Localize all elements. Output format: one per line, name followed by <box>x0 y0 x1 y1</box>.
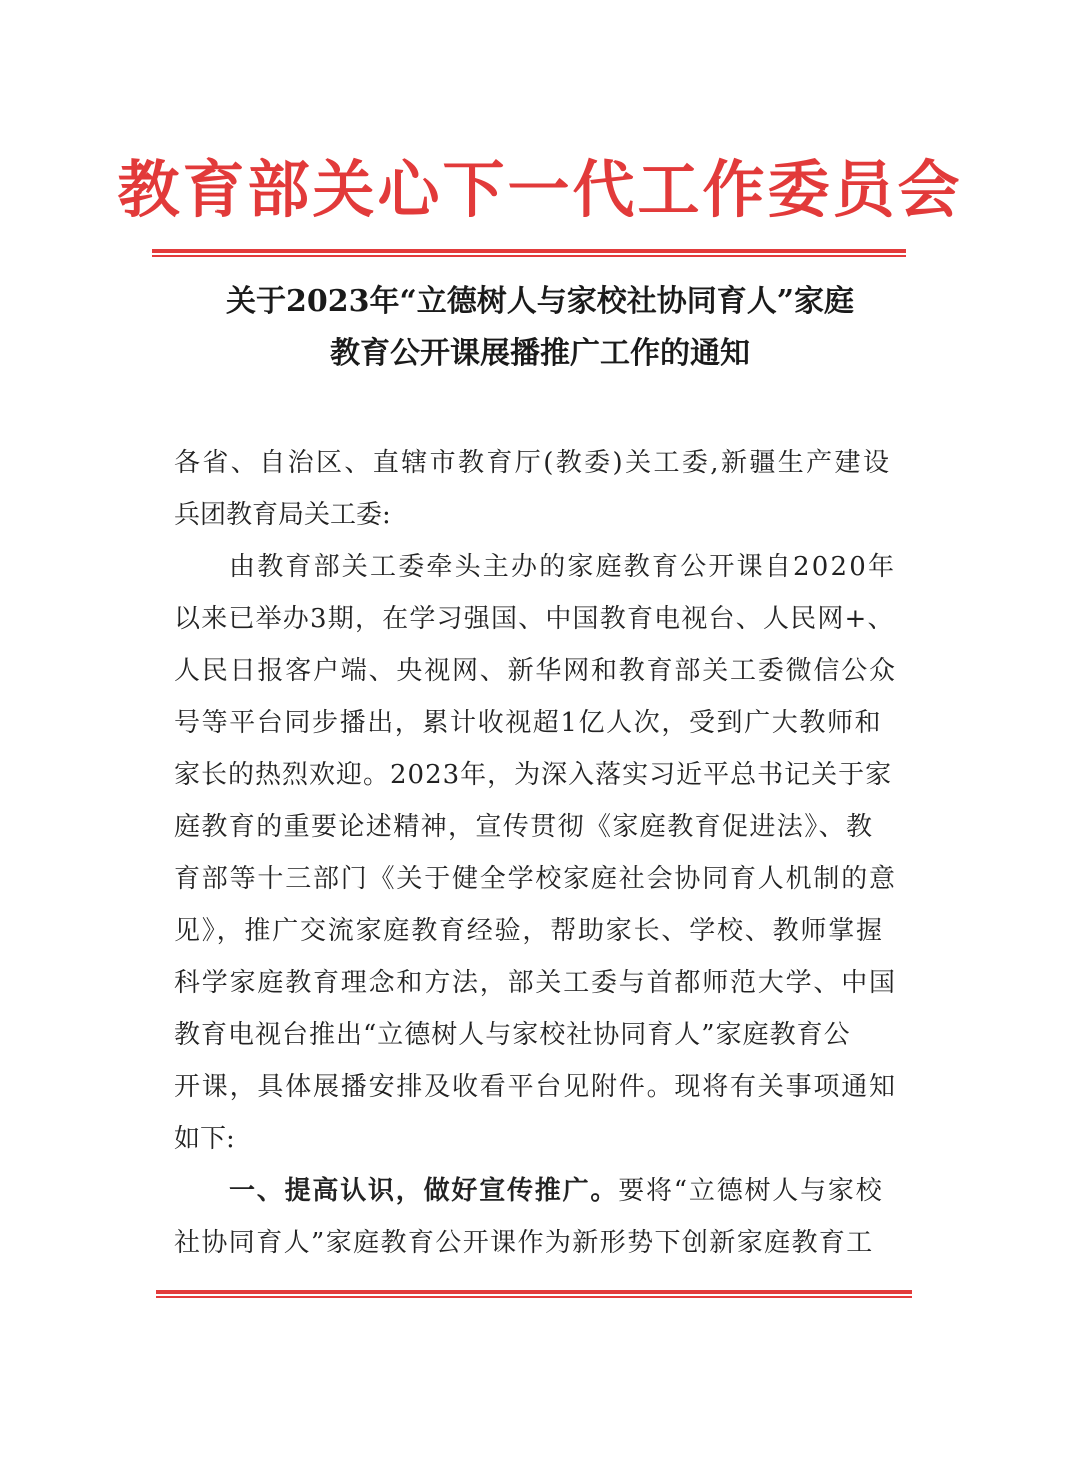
notice-title-line-2: 教育公开课展播推广工作的通知 <box>330 336 750 371</box>
body-line: 人民日报客户端、央视网、新华网和教育部关工委微信公众 <box>174 656 897 686</box>
body-line: 各省、自治区、直辖市教育厅(教委)关工委,新疆生产建设 <box>174 448 892 478</box>
body-line: 开课，具体展播安排及收看平台见附件。现将有关事项通知 <box>174 1072 897 1102</box>
section-1-first-line <box>229 1175 884 1207</box>
body-line: 以来已举办3期，在学习强国、中国教育电视台、人民网+、 <box>174 604 895 634</box>
body-line: 科学家庭教育理念和方法，部关工委与首都师范大学、中国 <box>174 968 897 998</box>
footer-divider <box>156 1290 912 1298</box>
body-line: 见》，推广交流家庭教育经验，帮助家长、学校、教师掌握 <box>174 916 884 946</box>
section-1-text: 要将“立德树人与家校 <box>618 1176 884 1206</box>
body-line: 育部等十三部门《关于健全学校家庭社会协同育人机制的意 <box>174 864 897 894</box>
body-line: 号等平台同步播出，累计收视超1亿人次，受到广大教师和 <box>174 708 883 738</box>
body-line: 由教育部关工委牵头主办的家庭教育公开课自2020年 <box>229 552 897 582</box>
body-line: 庭教育的重要论述精神，宣传贯彻《家庭教育促进法》、教 <box>174 812 874 842</box>
divider-thin-line <box>152 255 906 257</box>
section-1-second-line: 社协同育人”家庭教育公开课作为新形势下创新家庭教育工 <box>174 1228 874 1258</box>
divider-thin-line <box>156 1296 912 1298</box>
org-letterhead-title: 教育部关心下一代工作委员会 <box>117 153 963 226</box>
body-line: 如下: <box>174 1124 235 1154</box>
body-line: 教育电视台推出“立德树人与家校社协同育人”家庭教育公 <box>174 1020 851 1050</box>
letterhead-divider-top <box>152 249 906 257</box>
body-line: 家长的热烈欢迎。2023年，为深入落实习近平总书记关于家 <box>174 760 893 790</box>
body-line: 兵团教育局关工委: <box>174 500 391 530</box>
notice-title-line-1: 关于2023年“立德树人与家校社协同育人”家庭 <box>225 284 854 319</box>
section-1-heading: 一、提高认识，做好宣传推广。 <box>229 1176 619 1206</box>
